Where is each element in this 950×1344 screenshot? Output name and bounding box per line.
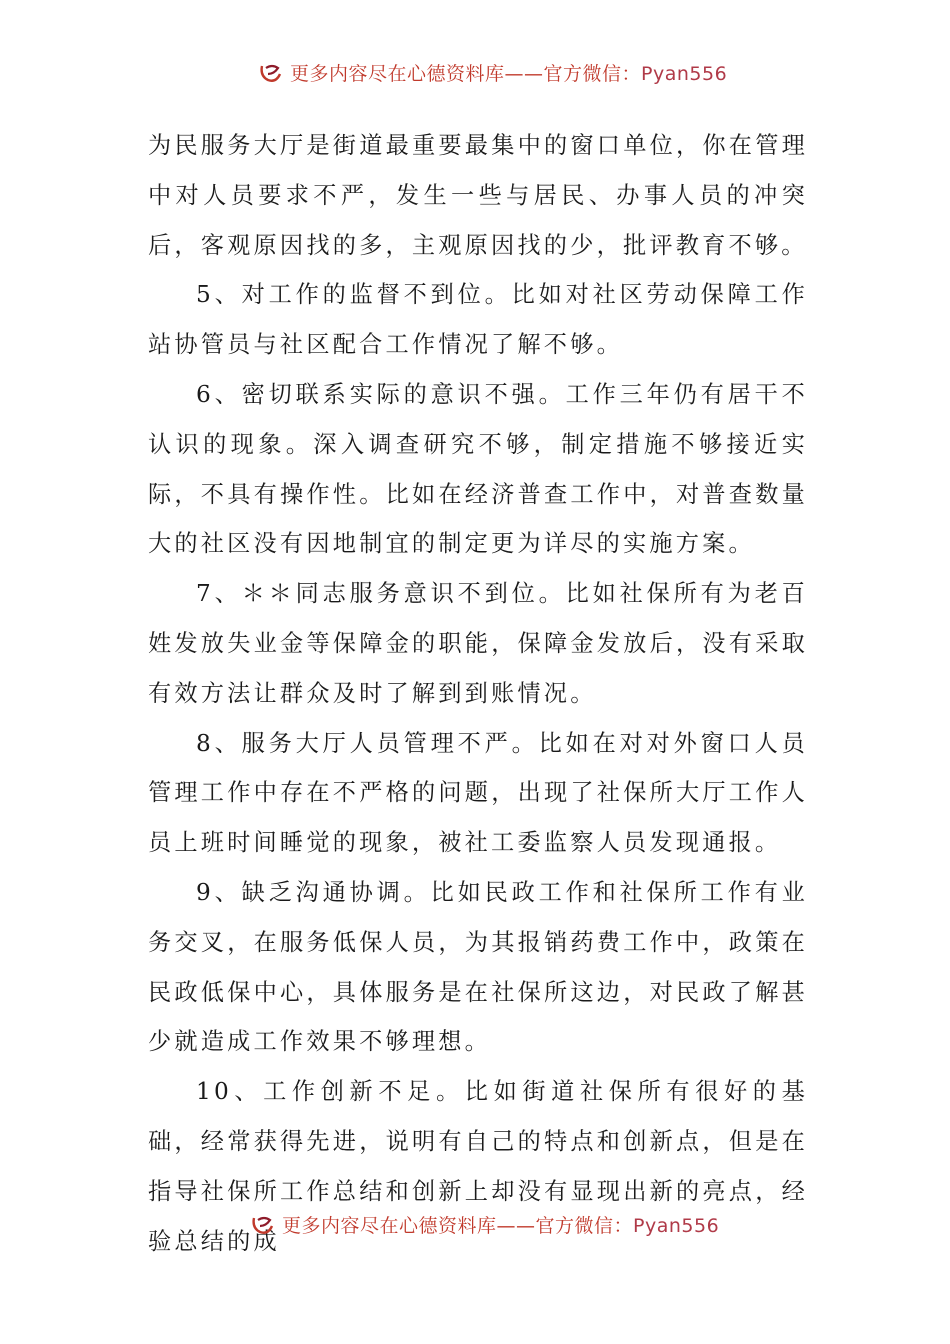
paragraph: 7、＊＊同志服务意识不到位。比如社保所有为老百姓发放失业金等保障金的职能，保障金发放后，没有采取有效方法让群众及时了解到到账情况。 (148, 580, 808, 707)
paragraph: 6、密切联系实际的意识不强。工作三年仍有居干不认识的现象。深入调查研究不够，制定措施不够接近实际，不具有操作性。比如在经济普查工作中，对普查数量大的社区没有因地制宜的制定更为详尽的实施方案。 (148, 380, 808, 558)
paragraph: 9、缺乏沟通协调。比如民政工作和社保所工作有业务交叉，在服务低保人员，为其报销药费工作中，政策在民政低保中心，具体服务是在社保所这边，对民政了解甚少就造成工作效果不够理想。 (148, 878, 808, 1056)
header-watermark (0, 55, 950, 85)
footer-watermark (0, 1207, 950, 1237)
paragraph: 为民服务大厅是街道最重要最集中的窗口单位，你在管理中对人员要求不严，发生一些与居民、办事人员的冲突后，客观原因找的多，主观原因找的少，批评教育不够。 (148, 132, 808, 259)
watermark-text: 更多内容尽在心德资料库——官方微信：Pyan556 (282, 1215, 720, 1237)
paragraph: 10、工作创新不足。比如街道社保所有很好的基础，经常获得先进，说明有自己的特点和创新点，但是在指导社保所工作总结和创新上却没有显现出新的亮点，经验总结的成 (148, 1078, 808, 1255)
logo-icon (258, 62, 284, 84)
watermark-text: 更多内容尽在心德资料库——官方微信：Pyan556 (290, 63, 728, 85)
watermark-id: Pyan556 (641, 63, 728, 85)
paragraph: 5、对工作的监督不到位。比如对社区劳动保障工作站协管员与社区配合工作情况了解不够。 (148, 281, 808, 359)
watermark-id: Pyan556 (633, 1215, 720, 1237)
paragraph: 8、服务大厅人员管理不严。比如在对对外窗口人员管理工作中存在不严格的问题，出现了社保所大厅工作人员上班时间睡觉的现象，被社工委监察人员发现通报。 (148, 729, 808, 857)
document-body (148, 121, 808, 1266)
logo-icon (250, 1214, 276, 1236)
